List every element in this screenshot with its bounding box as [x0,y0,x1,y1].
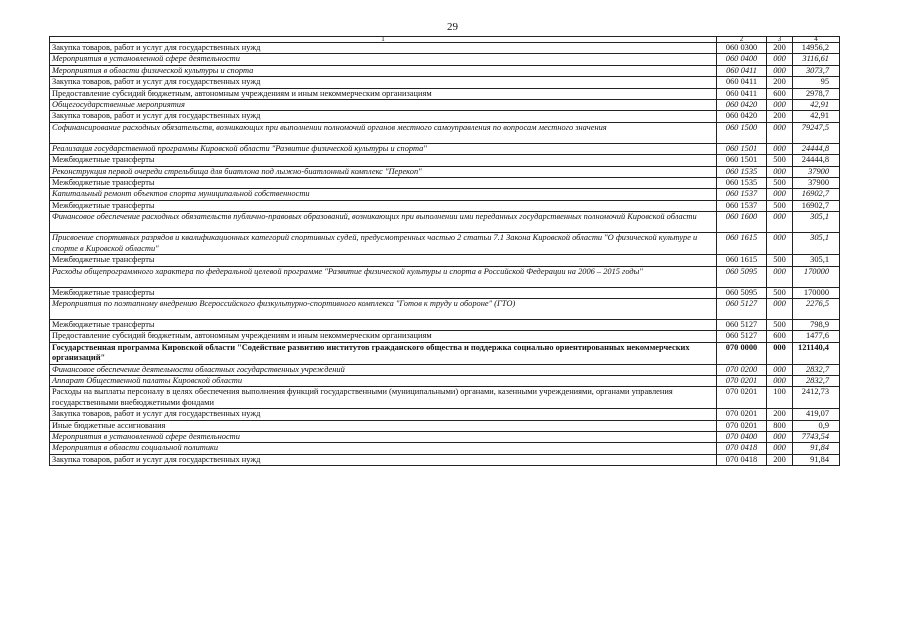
table-row [50,342,840,364]
table-row [50,178,840,189]
row-amount-cell: 305,1 [793,212,840,233]
row-type-cell: 000 [767,65,793,76]
row-amount-cell: 305,1 [793,255,840,266]
table-row [50,100,840,111]
row-amount-cell: 42,91 [793,100,840,111]
row-amount-cell: 24444,8 [793,155,840,166]
row-name-cell: Закупка товаров, работ и услуг для государственных нужд [50,77,717,88]
row-code-cell: 060 1500 [717,122,767,143]
row-name-cell: Закупка товаров, работ и услуг для государственных нужд [50,111,717,122]
table-row [50,287,840,298]
row-amount-cell: 305,1 [793,233,840,255]
row-code-cell: 060 1537 [717,200,767,211]
row-name-cell: Капитальный ремонт объектов спорта муниципальной собственности [50,189,717,200]
table-row [50,454,840,465]
row-name-cell: Мероприятия в установленной сфере деятельности [50,431,717,442]
row-amount-cell: 37900 [793,166,840,177]
row-amount-cell: 3073,7 [793,65,840,76]
row-type-cell: 600 [767,88,793,99]
row-code-cell: 060 1535 [717,166,767,177]
header-cell-4: 4 [793,37,840,43]
row-code-cell: 060 5127 [717,298,767,319]
table-row [50,88,840,99]
row-amount-cell: 14956,2 [793,43,840,54]
row-name-cell: Расходы общепрограммного характера по федеральной целевой программе "Развитие физической культуры и спорта в Российской Федерации на 2006 – 2015 годы" [50,266,717,287]
table-row [50,298,840,319]
row-amount-cell: 24444,8 [793,143,840,154]
row-name-cell: Присвоение спортивных разрядов и квалификационных категорий спортивных судей, предусмотренных частью 2 статьи 7.1 Закона Кировской области "О физической культуре и спорте в Кировской области" [50,233,717,255]
row-amount-cell: 0,9 [793,420,840,431]
row-type-cell: 500 [767,178,793,189]
row-name-cell: Мероприятия по поэтапному внедрению Всероссийского физкультурно-спортивного комплекса "Готов к труду и обороне" (ГТО) [50,298,717,319]
row-amount-cell: 16902,7 [793,189,840,200]
row-code-cell: 060 0411 [717,77,767,88]
table-row [50,166,840,177]
row-amount-cell: 419,07 [793,409,840,420]
row-type-cell: 000 [767,54,793,65]
row-amount-cell: 37900 [793,178,840,189]
row-type-cell: 800 [767,420,793,431]
row-type-cell: 200 [767,409,793,420]
row-code-cell: 070 0201 [717,387,767,409]
row-type-cell: 600 [767,331,793,342]
row-name-cell: Реконструкция первой очереди стрельбища для биатлона под лыжно-биатлонный комплекс "Перекоп" [50,166,717,177]
table-row [50,266,840,287]
row-code-cell: 060 1537 [717,189,767,200]
table-row [50,212,840,233]
table-row [50,54,840,65]
row-name-cell: Мероприятия в области физической культуры и спорта [50,65,717,76]
row-type-cell: 200 [767,454,793,465]
row-code-cell: 060 0411 [717,65,767,76]
table-row [50,155,840,166]
row-type-cell: 200 [767,43,793,54]
row-code-cell: 060 5095 [717,266,767,287]
row-amount-cell: 2412,73 [793,387,840,409]
row-type-cell: 500 [767,319,793,330]
row-name-cell: Межбюджетные трансферты [50,178,717,189]
row-amount-cell: 2978,7 [793,88,840,99]
row-type-cell: 000 [767,431,793,442]
row-name-cell: Государственная программа Кировской области "Содействие развитию институтов гражданского общества и поддержка социально ориентированных некоммерческих организаций" [50,342,717,364]
row-amount-cell: 170000 [793,266,840,287]
row-name-cell: Мероприятия в установленной сфере деятельности [50,54,717,65]
table-row [50,65,840,76]
budget-table-body [50,37,840,466]
page-number: 29 [447,21,458,33]
table-row [50,233,840,255]
row-code-cell: 060 0400 [717,54,767,65]
row-code-cell: 060 5095 [717,287,767,298]
table-row [50,431,840,442]
row-code-cell: 070 0000 [717,342,767,364]
row-name-cell: Межбюджетные трансферты [50,255,717,266]
row-name-cell: Предоставление субсидий бюджетным, автономным учреждениям и иным некоммерческим организациям [50,331,717,342]
budget-table [49,36,840,466]
row-type-cell: 100 [767,387,793,409]
row-name-cell: Мероприятия в области социальной политики [50,443,717,454]
row-type-cell: 500 [767,287,793,298]
row-amount-cell: 42,91 [793,111,840,122]
row-amount-cell: 2832,7 [793,364,840,375]
row-amount-cell: 1477,6 [793,331,840,342]
row-name-cell: Закупка товаров, работ и услуг для государственных нужд [50,43,717,54]
row-amount-cell: 79247,5 [793,122,840,143]
header-cell-3: 3 [767,37,793,43]
row-code-cell: 060 0420 [717,111,767,122]
table-row [50,122,840,143]
row-code-cell: 060 0411 [717,88,767,99]
row-code-cell: 060 0300 [717,43,767,54]
row-amount-cell: 16902,7 [793,200,840,211]
row-code-cell: 060 1600 [717,212,767,233]
row-amount-cell: 91,84 [793,443,840,454]
row-code-cell: 060 1615 [717,233,767,255]
row-type-cell: 000 [767,233,793,255]
row-type-cell: 000 [767,375,793,386]
table-row [50,443,840,454]
row-code-cell: 070 0201 [717,420,767,431]
header-cell-1: 1 [50,37,717,43]
row-name-cell: Реализация государственной программы Кировской области "Развитие физической культуры и спорта" [50,143,717,154]
row-type-cell: 000 [767,143,793,154]
row-amount-cell: 95 [793,77,840,88]
row-code-cell: 070 0418 [717,443,767,454]
row-amount-cell: 170000 [793,287,840,298]
table-row [50,255,840,266]
row-amount-cell: 3116,61 [793,54,840,65]
row-type-cell: 000 [767,298,793,319]
row-type-cell: 000 [767,342,793,364]
row-code-cell: 070 0201 [717,375,767,386]
table-row [50,143,840,154]
row-type-cell: 000 [767,100,793,111]
row-amount-cell: 2832,7 [793,375,840,386]
table-row [50,409,840,420]
row-amount-cell: 2276,5 [793,298,840,319]
row-name-cell: Межбюджетные трансферты [50,155,717,166]
row-name-cell: Межбюджетные трансферты [50,287,717,298]
row-code-cell: 060 1501 [717,143,767,154]
row-amount-cell: 121140,4 [793,342,840,364]
table-row [50,200,840,211]
row-amount-cell: 7743,54 [793,431,840,442]
row-name-cell: Общегосударственные мероприятия [50,100,717,111]
row-code-cell: 070 0201 [717,409,767,420]
row-type-cell: 000 [767,266,793,287]
row-name-cell: Закупка товаров, работ и услуг для государственных нужд [50,409,717,420]
table-row [50,375,840,386]
table-row [50,331,840,342]
row-code-cell: 060 0420 [717,100,767,111]
header-cell-2: 2 [717,37,767,43]
table-row [50,364,840,375]
row-code-cell: 070 0200 [717,364,767,375]
row-type-cell: 200 [767,77,793,88]
table-row [50,319,840,330]
table-row [50,387,840,409]
row-name-cell: Финансовое обеспечение деятельности областных государственных учреждений [50,364,717,375]
row-code-cell: 060 5127 [717,319,767,330]
row-code-cell: 070 0418 [717,454,767,465]
row-name-cell: Аппарат Общественной палаты Кировской области [50,375,717,386]
row-name-cell: Иные бюджетные ассигнования [50,420,717,431]
table-row [50,111,840,122]
row-name-cell: Закупка товаров, работ и услуг для государственных нужд [50,454,717,465]
row-name-cell: Расходы на выплаты персоналу в целях обеспечения выполнения функций государственными (муниципальными) органами, казенными учреждениями, органами управления государственными внебюджетными фондами [50,387,717,409]
row-type-cell: 500 [767,155,793,166]
row-code-cell: 060 1615 [717,255,767,266]
row-name-cell: Софинансирование расходных обязательств, возникающих при выполнении полномочий органов местного самоуправления по вопросам местного значения [50,122,717,143]
row-type-cell: 000 [767,443,793,454]
row-type-cell: 200 [767,111,793,122]
table-row [50,189,840,200]
row-code-cell: 060 1501 [717,155,767,166]
row-type-cell: 000 [767,364,793,375]
row-type-cell: 500 [767,255,793,266]
row-name-cell: Финансовое обеспечение расходных обязательств публично-правовых образований, возникающих при выполнении ими переданных государственных полномочий Кировской области [50,212,717,233]
row-name-cell: Межбюджетные трансферты [50,319,717,330]
row-code-cell: 060 5127 [717,331,767,342]
row-name-cell: Межбюджетные трансферты [50,200,717,211]
row-code-cell: 070 0400 [717,431,767,442]
row-code-cell: 060 1535 [717,178,767,189]
row-type-cell: 000 [767,122,793,143]
row-amount-cell: 798,9 [793,319,840,330]
row-type-cell: 000 [767,166,793,177]
row-name-cell: Предоставление субсидий бюджетным, автономным учреждениям и иным некоммерческим организациям [50,88,717,99]
row-amount-cell: 91,84 [793,454,840,465]
row-type-cell: 500 [767,200,793,211]
row-type-cell: 000 [767,212,793,233]
table-row [50,420,840,431]
table-row [50,77,840,88]
row-type-cell: 000 [767,189,793,200]
table-row [50,43,840,54]
